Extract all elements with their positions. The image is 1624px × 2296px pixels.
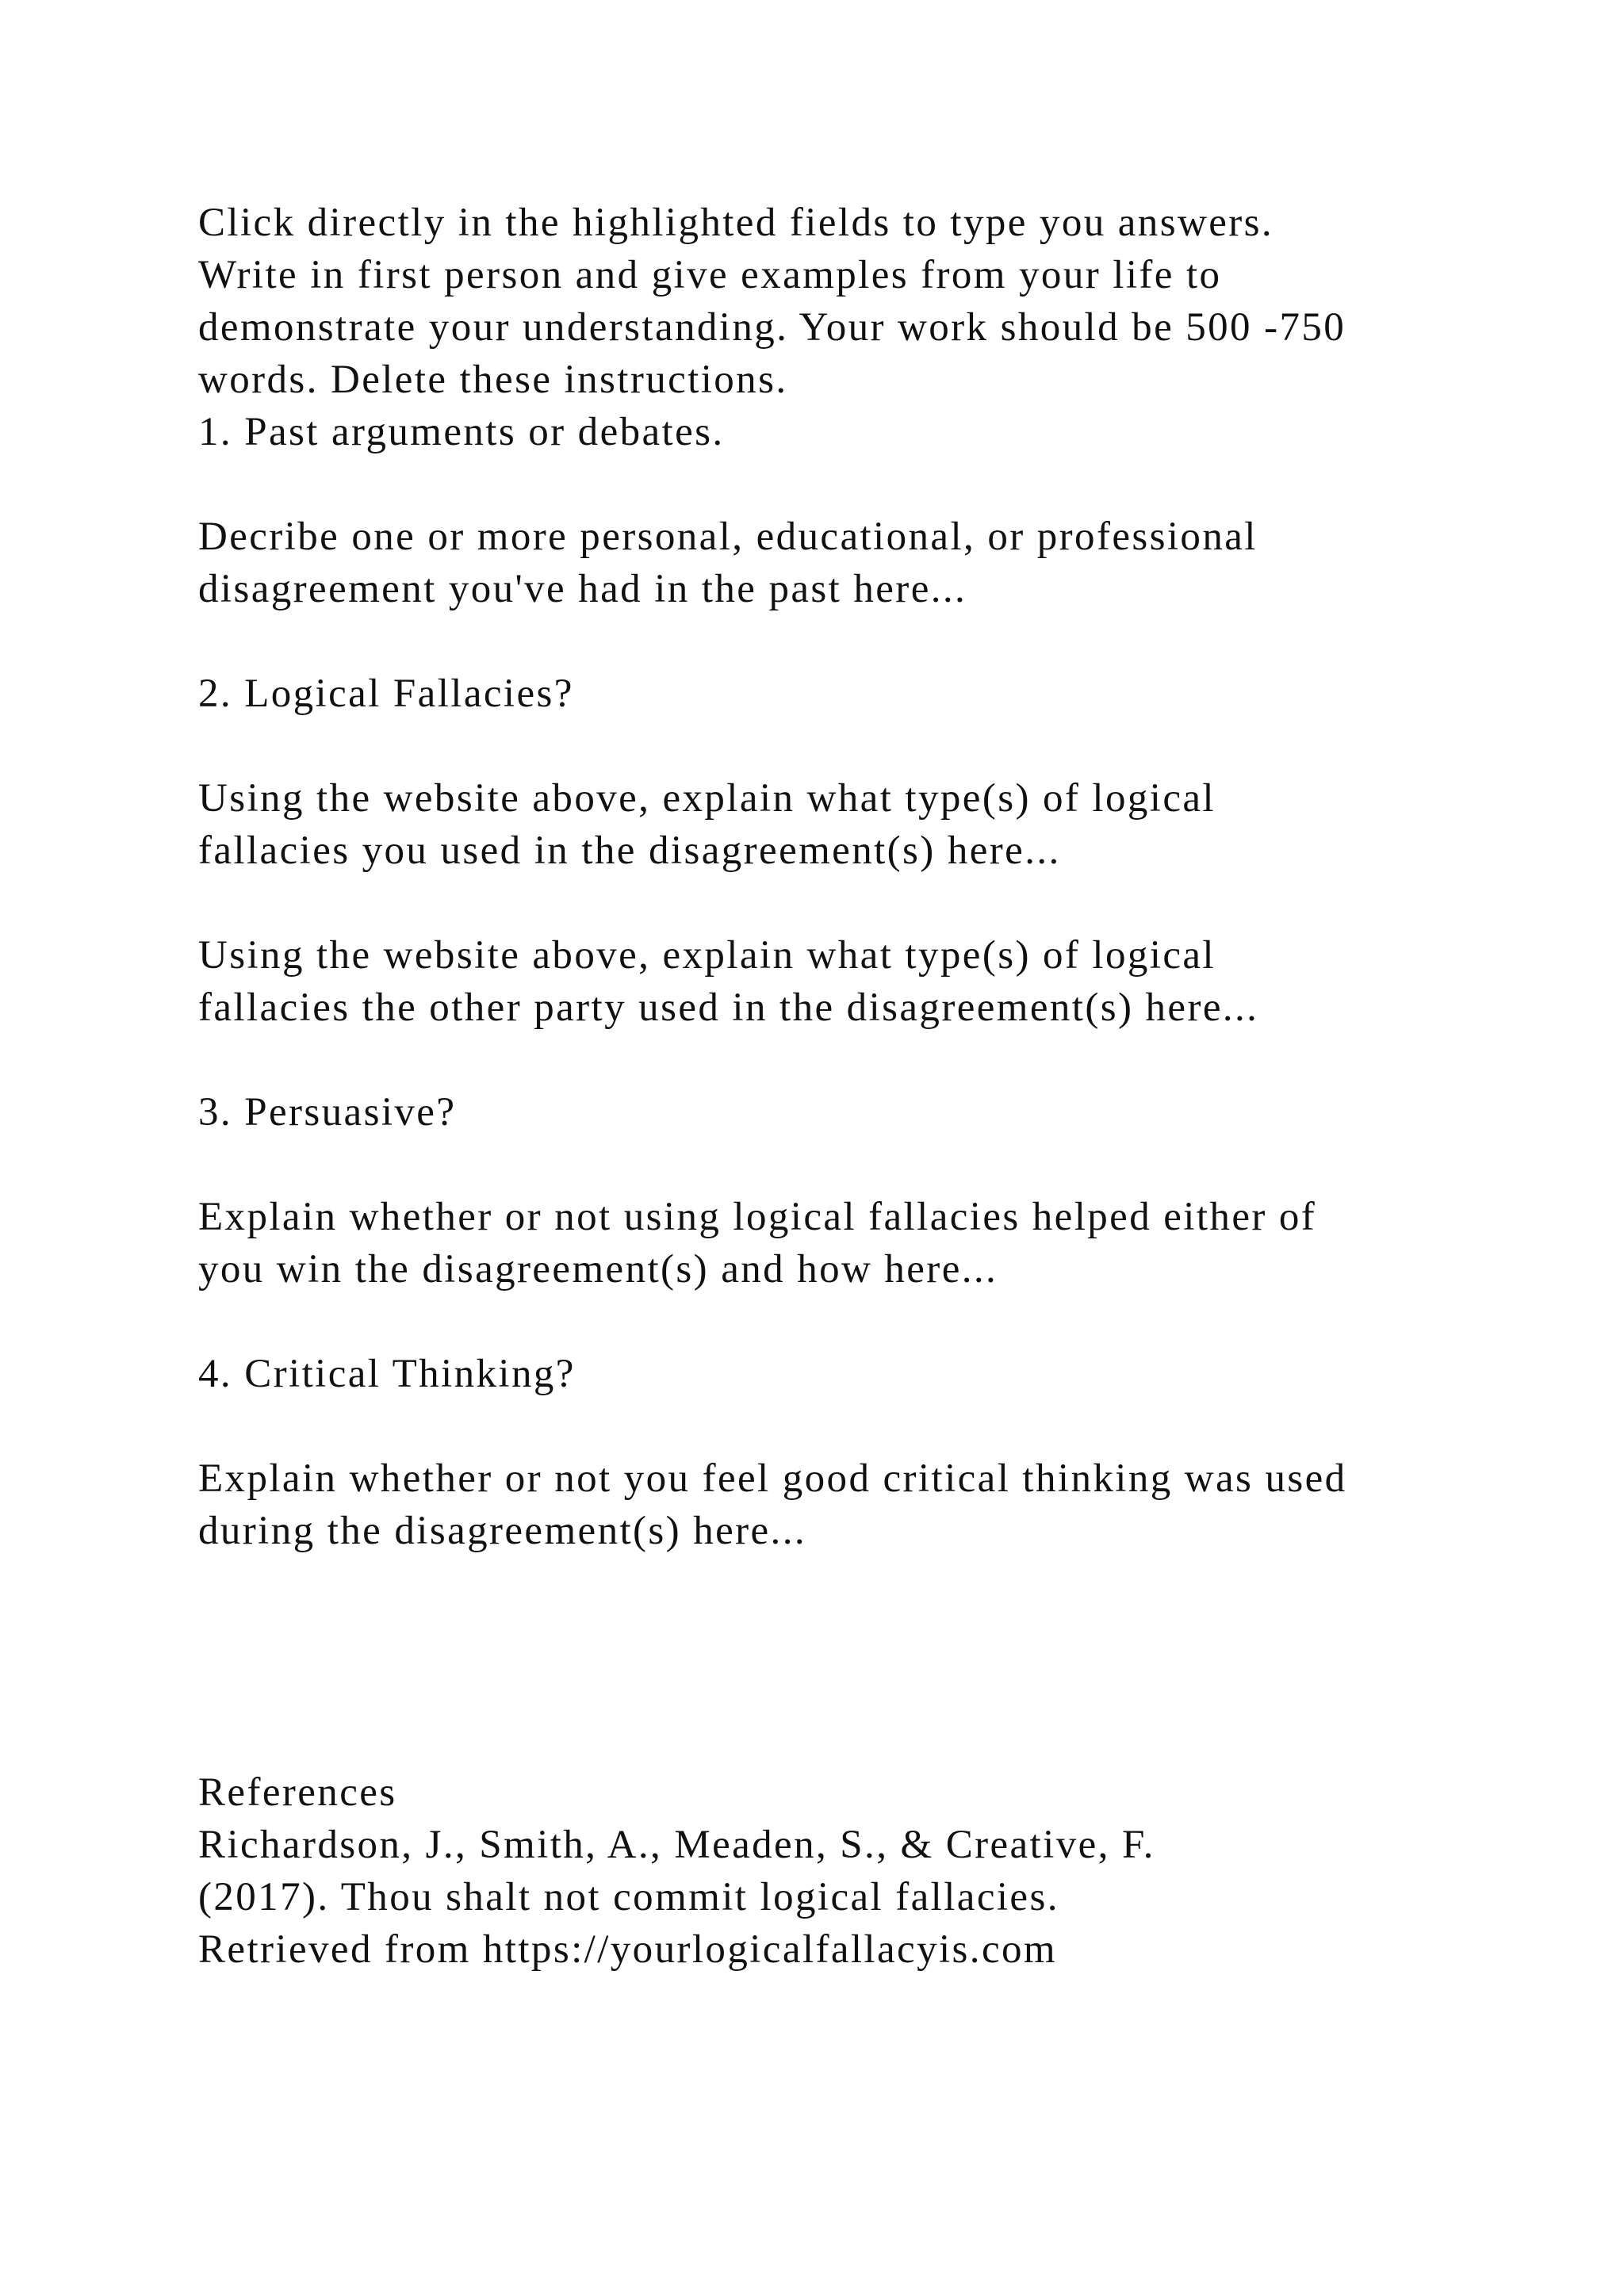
references-block (198, 1766, 1546, 1976)
spacer (198, 1295, 1546, 1348)
spacer (198, 1034, 1546, 1086)
reference-line: (2017). Thou shalt not commit logical fallacies. (198, 1875, 1059, 1919)
answer-prompt-line: disagreement you've had in the past here... (198, 567, 967, 611)
section-logical-fallacies (198, 668, 1546, 1086)
reference-line: Richardson, J., Smith, A., Meaden, S., & Creative, F. (198, 1823, 1155, 1867)
answer-prompt-line: Explain whether or not using logical fallacies helped either of (198, 1195, 1317, 1239)
document-body (198, 197, 1546, 1976)
spacer (198, 720, 1546, 772)
answer-prompt-line: Using the website above, explain what type(s) of logical (198, 776, 1216, 821)
instructions-line: Write in first person and give examples from your life to (198, 253, 1222, 297)
instructions-line: demonstrate your understanding. Your work should be 500 -750 (198, 305, 1346, 350)
spacer (198, 1138, 1546, 1191)
instructions-line: Click directly in the highlighted fields to type you answers. (198, 201, 1274, 245)
answer-prompt-line: fallacies you used in the disagreement(s) here... (198, 828, 1061, 873)
spacer (198, 1557, 1546, 1766)
spacer (198, 1400, 1546, 1452)
section-persuasive (198, 1086, 1546, 1348)
spacer (198, 615, 1546, 668)
answer-prompt-line: Explain whether or not you feel good critical thinking was used (198, 1456, 1347, 1501)
answer-prompt-line: during the disagreement(s) here... (198, 1509, 807, 1553)
answer-field-other-party-fallacies[interactable] (198, 929, 1546, 1034)
instructions-block (198, 197, 1546, 406)
section-past-arguments (198, 406, 1546, 668)
spacer (198, 458, 1546, 511)
instructions-line: words. Delete these instructions. (198, 358, 788, 402)
answer-prompt-line: Decribe one or more personal, educational, or professional (198, 515, 1258, 559)
answer-prompt-line: you win the disagreement(s) and how here... (198, 1247, 998, 1292)
answer-field-own-fallacies[interactable] (198, 772, 1546, 877)
answer-field-persuasive[interactable] (198, 1191, 1546, 1295)
section-heading: 4. Critical Thinking? (198, 1352, 576, 1396)
answer-field-past-disagreement[interactable] (198, 511, 1546, 615)
section-heading: 3. Persuasive? (198, 1090, 457, 1135)
spacer (198, 877, 1546, 929)
reference-line: Retrieved from https://yourlogicalfallacyis.com (198, 1927, 1057, 1972)
section-critical-thinking (198, 1348, 1546, 1557)
references-heading: References (198, 1770, 397, 1815)
section-heading: 2. Logical Fallacies? (198, 672, 574, 716)
answer-prompt-line: fallacies the other party used in the disagreement(s) here... (198, 985, 1259, 1030)
answer-prompt-line: Using the website above, explain what type(s) of logical (198, 933, 1216, 978)
answer-field-critical-thinking[interactable] (198, 1452, 1546, 1557)
section-heading: 1. Past arguments or debates. (198, 410, 725, 454)
